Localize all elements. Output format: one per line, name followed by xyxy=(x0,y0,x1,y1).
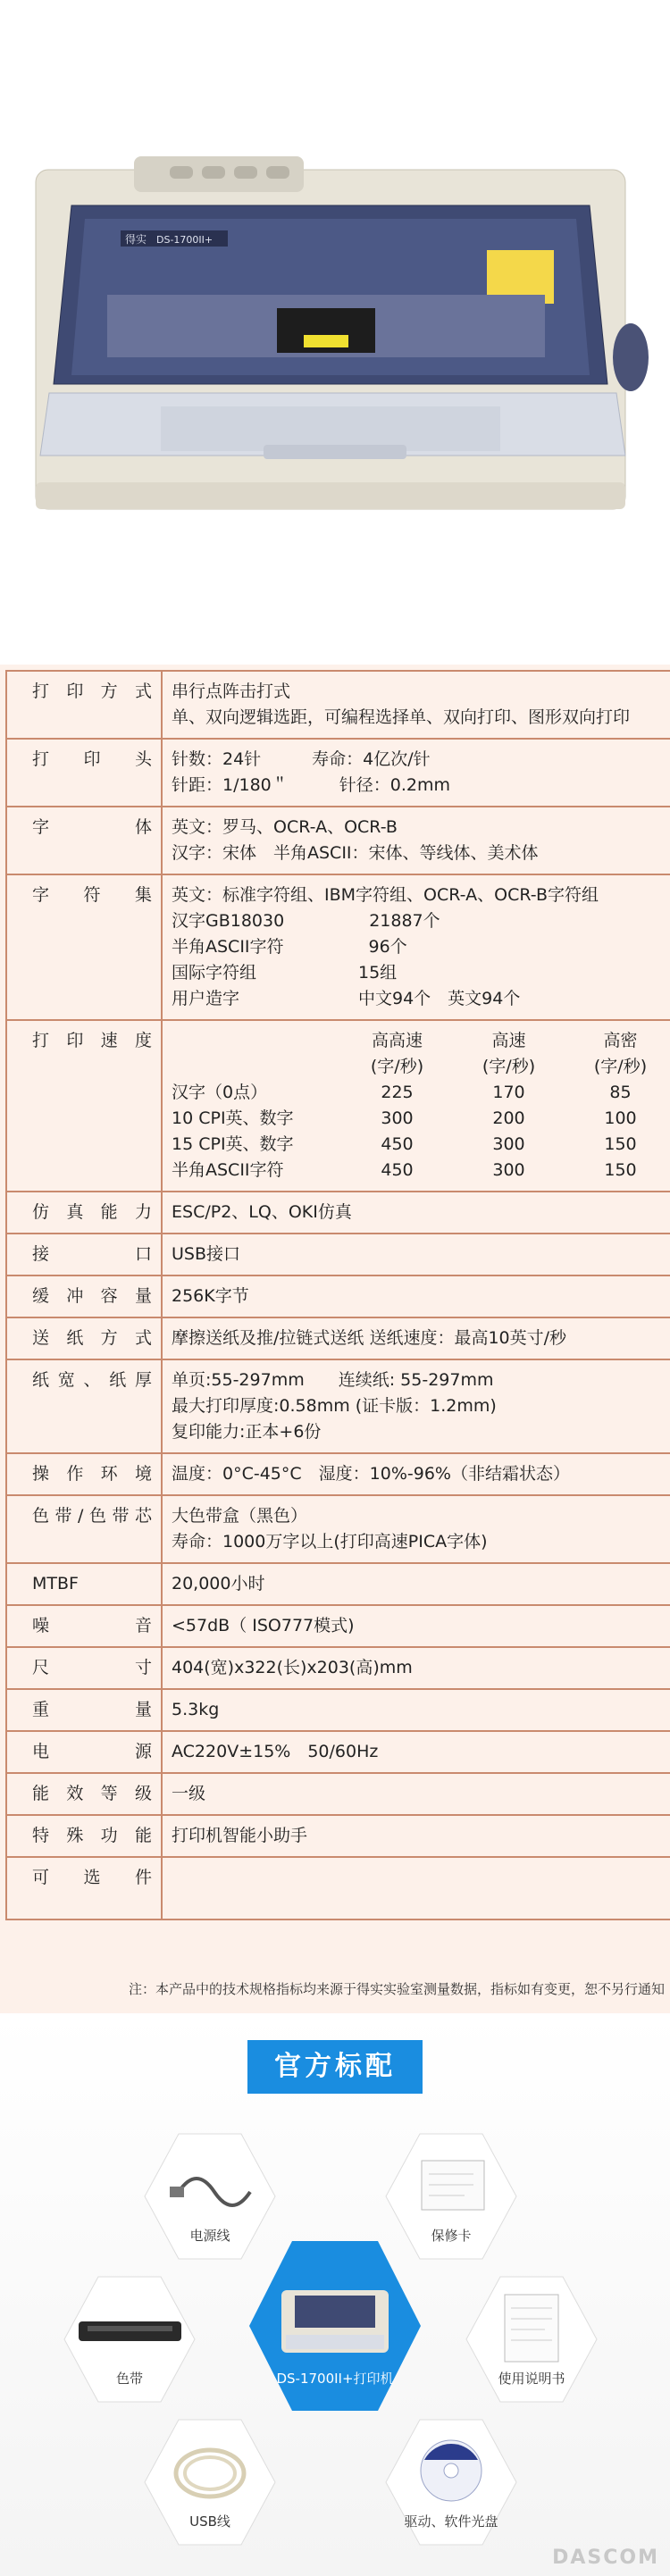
spec-key: 操作环境 xyxy=(32,1464,152,1484)
spec-row xyxy=(6,1773,670,1815)
disc-icon xyxy=(421,2440,482,2501)
spec-key: 特殊功能 xyxy=(32,1826,152,1845)
speed-cell: 高高速 xyxy=(371,1031,423,1050)
spec-value-line: 404(宽)x322(长)x203(高)mm xyxy=(172,1658,413,1677)
spec-value-cell xyxy=(162,1317,670,1359)
spec-value-line: 汉字：宋体 半角ASCII：宋体、等线体、美术体 xyxy=(172,843,539,863)
spec-row xyxy=(6,1453,670,1495)
spec-value-line: 摩擦送纸及推/拉链式送纸 送纸速度：最高10英寸/秒 xyxy=(172,1328,567,1348)
spec-key-cell xyxy=(6,1234,162,1275)
spec-row xyxy=(6,671,670,739)
spec-key-cell xyxy=(6,1773,162,1815)
spec-value-cell xyxy=(162,1453,670,1495)
speed-cell: (字/秒) xyxy=(482,1057,536,1076)
spec-value-line: AC220V±15% 50/60Hz xyxy=(172,1742,379,1761)
speed-cell: 半角ASCII字符 xyxy=(172,1160,284,1180)
spec-row xyxy=(6,1647,670,1689)
spec-row xyxy=(6,1192,670,1234)
speed-cell: 450 xyxy=(381,1160,414,1180)
spec-key: 噪音 xyxy=(32,1616,152,1635)
spec-key-cell xyxy=(6,1815,162,1857)
spec-row xyxy=(6,1731,670,1773)
spec-row xyxy=(6,1234,670,1275)
spec-value-cell xyxy=(162,1857,670,1919)
speed-cell: 170 xyxy=(492,1083,525,1102)
accessory-label: 驱动、软件光盘 xyxy=(404,2513,498,2530)
spec-value-cell xyxy=(162,1234,670,1275)
speed-cell: 300 xyxy=(492,1134,525,1154)
spec-value-line: 寿命：1000万字以上(打印高速PICA字体) xyxy=(172,1532,488,1551)
spec-key: 尺寸 xyxy=(32,1658,152,1677)
spec-value-line xyxy=(172,1865,670,1911)
spec-row xyxy=(6,1689,670,1731)
spec-value-cell xyxy=(162,1020,670,1192)
ribbon-icon xyxy=(79,2321,181,2341)
speed-cell: 高速 xyxy=(491,1031,526,1050)
spec-key: 可选件 xyxy=(32,1868,152,1887)
accessory-usb-cable xyxy=(143,2415,277,2549)
spec-value-cell xyxy=(162,1731,670,1773)
spec-value-line: 国际字符组 15组 xyxy=(172,963,398,983)
spec-value-cell xyxy=(162,671,670,739)
spec-key-cell xyxy=(6,739,162,807)
spec-table xyxy=(5,670,670,1920)
spec-key-cell xyxy=(6,874,162,1020)
spec-value-line: 针数：24针 寿命：4亿次/针 xyxy=(172,749,431,769)
spec-key-cell xyxy=(6,1453,162,1495)
speed-table xyxy=(172,1028,670,1183)
speed-cell: 200 xyxy=(492,1108,525,1128)
spec-value-line: 汉字GB18030 21887个 xyxy=(172,911,440,931)
spec-key: 重量 xyxy=(32,1700,152,1719)
spec-row xyxy=(6,1857,670,1919)
spec-row xyxy=(6,1020,670,1192)
accessory-label: 保修卡 xyxy=(431,2228,472,2244)
spec-row xyxy=(6,807,670,874)
spec-key-cell xyxy=(6,671,162,739)
speed-cell: 15 CPI英、数字 xyxy=(172,1134,294,1154)
speed-cell: 高密 xyxy=(603,1031,638,1050)
accessory-label: USB线 xyxy=(189,2513,230,2530)
accessory-label: 电源线 xyxy=(189,2228,230,2244)
spec-value-line: 单、双向逻辑选距，可编程选择单、双向打印、图形双向打印 xyxy=(172,707,631,727)
spec-value-cell xyxy=(162,1647,670,1689)
spec-row xyxy=(6,1275,670,1317)
spec-key-cell xyxy=(6,1192,162,1234)
manual-icon xyxy=(505,2295,558,2362)
spec-value-line: 串行点阵击打式 xyxy=(172,682,291,701)
spec-value-line: 英文：罗马、OCR-A、OCR-B xyxy=(172,817,398,837)
spec-value-line: USB接口 xyxy=(172,1244,241,1264)
spec-value-cell xyxy=(162,1815,670,1857)
spec-value-cell xyxy=(162,1359,670,1453)
warranty-card-icon xyxy=(422,2161,484,2210)
spec-key-cell xyxy=(6,1359,162,1453)
spec-value-line: 单页:55-297mm 连续纸: 55-297mm xyxy=(172,1370,494,1390)
spec-key: 打印速度 xyxy=(32,1031,152,1050)
spec-value-line: 温度：0°C-45°C 湿度：10%-96%（非结霜状态） xyxy=(172,1464,570,1484)
spec-key-cell xyxy=(6,807,162,874)
spec-value-line: 256K字节 xyxy=(172,1286,249,1306)
spec-key-cell xyxy=(6,1275,162,1317)
spec-key: 纸宽、纸厚 xyxy=(32,1370,152,1390)
spec-value-cell xyxy=(162,1495,670,1563)
spec-key-cell xyxy=(6,1857,162,1919)
accessory-label: 使用说明书 xyxy=(498,2371,565,2387)
brand-logo: DASCOM xyxy=(552,2547,659,2569)
spec-row xyxy=(6,1563,670,1605)
speed-cell xyxy=(172,1054,341,1080)
spec-value-line: ESC/P2、LQ、OKI仿真 xyxy=(172,1202,352,1222)
spec-value-line: 针距：1/180＂ 针径：0.2mm xyxy=(172,775,450,795)
spec-row xyxy=(6,874,670,1020)
spec-key: 仿真能力 xyxy=(32,1202,152,1222)
hero-printer-image xyxy=(0,0,670,625)
spec-key: 电源 xyxy=(32,1742,152,1761)
spec-key-cell xyxy=(6,1563,162,1605)
printer-brand-text: 得实 xyxy=(125,233,147,246)
speed-cell: 85 xyxy=(609,1083,632,1102)
spec-key: MTBF xyxy=(32,1574,79,1593)
speed-cell: 300 xyxy=(381,1108,414,1128)
spec-key: 送纸方式 xyxy=(32,1328,152,1348)
speed-cell: 450 xyxy=(381,1134,414,1154)
spec-key-cell xyxy=(6,1647,162,1689)
spec-value-line: 最大打印厚度:0.58mm (证卡版：1.2mm) xyxy=(172,1396,497,1416)
spec-section xyxy=(0,665,670,2013)
spec-row xyxy=(6,1495,670,1563)
spec-key: 接口 xyxy=(32,1244,152,1264)
speed-cell: (字/秒) xyxy=(370,1057,424,1076)
spec-key: 色带/色带芯 xyxy=(32,1506,152,1526)
spec-key: 能效等级 xyxy=(32,1784,152,1803)
spec-value-line: 打印机智能小助手 xyxy=(172,1826,308,1845)
accessory-disc xyxy=(384,2415,518,2549)
spec-value-line: 半角ASCII字符 96个 xyxy=(172,937,407,957)
spec-key-cell xyxy=(6,1605,162,1647)
spec-value-cell xyxy=(162,807,670,874)
spec-value-line: 20,000小时 xyxy=(172,1574,265,1593)
speed-cell: 225 xyxy=(381,1083,414,1102)
spec-key: 打印方式 xyxy=(32,682,152,701)
spec-row xyxy=(6,1317,670,1359)
printer-icon xyxy=(0,0,670,625)
accessory-label: DS-1700II+打印机 xyxy=(276,2371,394,2387)
speed-cell xyxy=(172,1028,341,1054)
spec-key: 字体 xyxy=(32,817,152,837)
printer-model-text: DS-1700II+ xyxy=(156,234,214,246)
accessory-label: 色带 xyxy=(115,2371,143,2387)
disclaimer-note: 注：本产品中的技术规格指标均来源于得实实验室测量数据，指标如有变更，恕不另行通知 xyxy=(128,1981,665,1997)
spec-value-line: 英文：标准字符组、IBM字符组、OCR-A、OCR-B字符组 xyxy=(172,885,599,905)
spec-value-line: <57dB（ ISO777模式) xyxy=(172,1616,355,1635)
spec-key: 打印头 xyxy=(32,749,152,769)
spec-row xyxy=(6,1359,670,1453)
spec-key-cell xyxy=(6,1317,162,1359)
spec-value-cell xyxy=(162,874,670,1020)
accessories-section xyxy=(0,2013,670,2576)
speed-cell: 300 xyxy=(492,1160,525,1180)
spec-value-cell xyxy=(162,1689,670,1731)
spec-value-cell xyxy=(162,1275,670,1317)
spec-value-line: 5.3kg xyxy=(172,1700,220,1719)
speed-cell: 汉字（0点） xyxy=(172,1083,268,1102)
spec-key: 字符集 xyxy=(32,885,152,905)
spec-value-line: 用户造字 中文94个 英文94个 xyxy=(172,989,521,1008)
spec-row xyxy=(6,1605,670,1647)
spec-key-cell xyxy=(6,1495,162,1563)
spec-value-cell xyxy=(162,1563,670,1605)
spec-value-line: 复印能力:正本+6份 xyxy=(172,1422,322,1442)
printer-icon xyxy=(281,2290,389,2353)
speed-cell: 150 xyxy=(604,1134,637,1154)
accessory-manual xyxy=(465,2272,599,2406)
spec-value-cell xyxy=(162,1605,670,1647)
spec-value-cell xyxy=(162,1773,670,1815)
accessory-printer xyxy=(246,2237,424,2415)
spec-row xyxy=(6,739,670,807)
speed-cell: 10 CPI英、数字 xyxy=(172,1108,294,1128)
spec-value-line: 大色带盒（黑色） xyxy=(172,1506,308,1526)
spec-value-cell xyxy=(162,739,670,807)
accessory-ribbon xyxy=(63,2272,197,2406)
speed-cell: 100 xyxy=(604,1108,637,1128)
spec-value-line: 一级 xyxy=(172,1784,206,1803)
accessories-title: 官方标配 xyxy=(247,2040,423,2094)
spec-key-cell xyxy=(6,1731,162,1773)
spec-key-cell xyxy=(6,1020,162,1192)
speed-cell: 150 xyxy=(604,1160,637,1180)
spec-row xyxy=(6,1815,670,1857)
spec-value-cell xyxy=(162,1192,670,1234)
speed-cell: (字/秒) xyxy=(593,1057,648,1076)
spec-key-cell xyxy=(6,1689,162,1731)
spec-key: 缓冲容量 xyxy=(32,1286,152,1306)
